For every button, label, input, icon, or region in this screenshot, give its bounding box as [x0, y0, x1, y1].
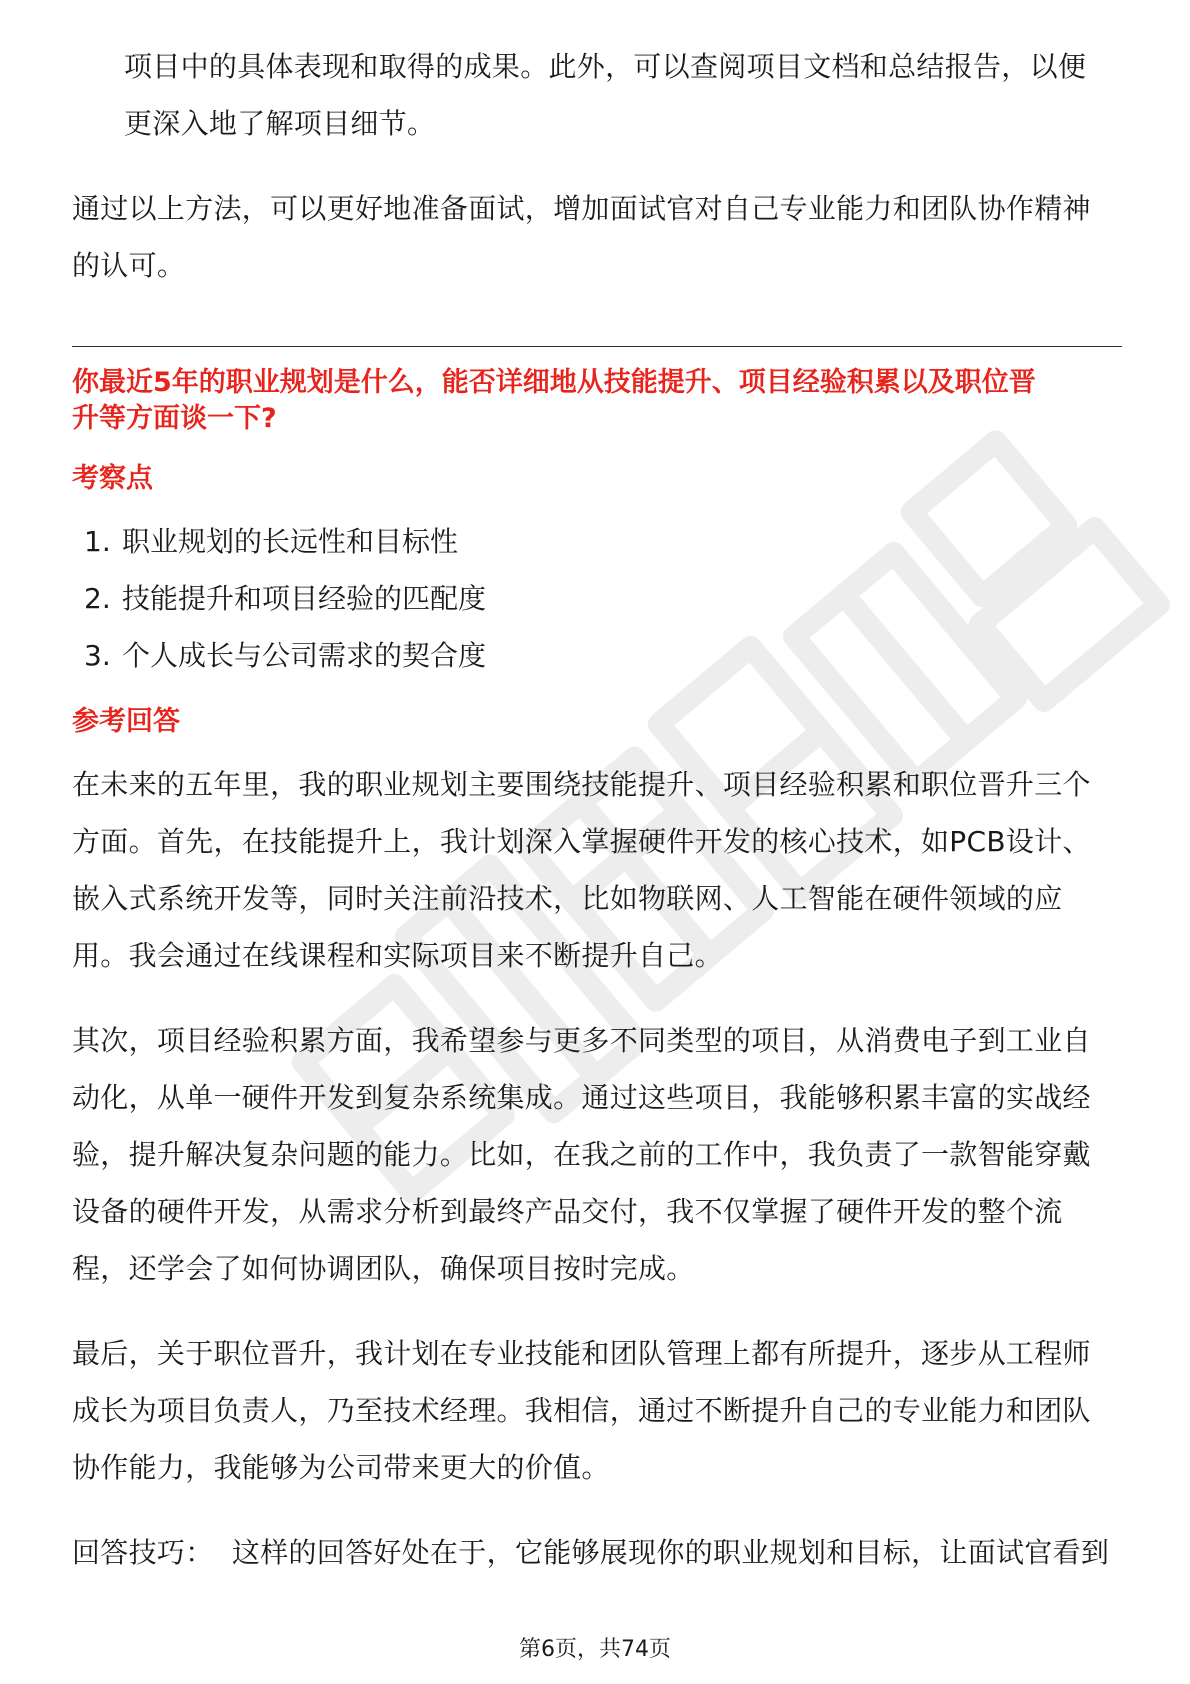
answer-line: 在未来的五年里，我的职业规划主要围绕技能提升、项目经验积累和职位晋升三个: [72, 768, 1091, 801]
answer-line: 设备的硬件开发，从需求分析到最终产品交付，我不仅掌握了硬件开发的整个流: [72, 1195, 1063, 1228]
answer-paragraph-1: [72, 756, 1122, 984]
assessment-list: [72, 513, 1122, 684]
list-item: [72, 513, 1122, 570]
assessment-title: 考察点: [72, 463, 153, 494]
answer-line: 其次，项目经验积累方面，我希望参与更多不同类型的项目，从消费电子到工业自: [72, 1024, 1091, 1057]
answer-line: 方面。首先，在技能提升上，我计划深入掌握硬件开发的核心技术，如PCB设计、: [72, 825, 1091, 858]
answer-line: 协作能力，我能够为公司带来更大的价值。: [72, 1451, 610, 1484]
list-item-number: 2.: [84, 582, 111, 615]
list-item: [72, 627, 1122, 684]
page-content: [72, 38, 1122, 1581]
closing-line-1: 通过以上方法，可以更好地准备面试，增加面试官对自己专业能力和团队协作精神: [72, 192, 1091, 225]
list-item-text: 个人成长与公司需求的契合度: [122, 639, 487, 672]
question-line-2: 升等方面谈一下?: [72, 403, 277, 434]
answer-title: 参考回答: [72, 706, 180, 737]
section-divider: [72, 346, 1122, 347]
list-item: [72, 570, 1122, 627]
page-number: 第6页，共74页: [519, 1637, 671, 1662]
list-item-text: 技能提升和项目经验的匹配度: [122, 582, 487, 615]
intro-line-2: 更深入地了解项目细节。: [124, 107, 436, 140]
answer-line: 嵌入式系统开发等，同时关注前沿技术，比如物联网、人工智能在硬件领域的应: [72, 882, 1063, 915]
interview-question: [72, 365, 1122, 437]
list-item-number: 3.: [84, 639, 111, 672]
list-item-text: 职业规划的长远性和目标性: [122, 525, 459, 558]
answer-line: 最后，关于职位晋升，我计划在专业技能和团队管理上都有所提升，逐步从工程师: [72, 1337, 1091, 1370]
answer-tip: 回答技巧： 这样的回答好处在于，它能够展现你的职业规划和目标，让面试官看到: [72, 1536, 1110, 1569]
answer-line: 程，还学会了如何协调团队，确保项目按时完成。: [72, 1252, 695, 1285]
question-line-1: 你最近5年的职业规划是什么，能否详细地从技能提升、项目经验积累以及职位晋: [72, 367, 1036, 398]
answer-line: 验，提升解决复杂问题的能力。比如，在我之前的工作中，我负责了一款智能穿戴: [72, 1138, 1091, 1171]
answer-paragraph-2: [72, 1012, 1122, 1297]
list-item-number: 1.: [84, 525, 111, 558]
intro-line-1: 项目中的具体表现和取得的成果。此外，可以查阅项目文档和总结报告，以便: [124, 50, 1087, 83]
closing-line-2: 的认可。: [72, 249, 186, 282]
answer-paragraph-3: [72, 1325, 1122, 1496]
answer-line: 动化，从单一硬件开发到复杂系统集成。通过这些项目，我能够积累丰富的实战经: [72, 1081, 1091, 1114]
answer-line: 成长为项目负责人，乃至技术经理。我相信，通过不断提升自己的专业能力和团队: [72, 1394, 1091, 1427]
answer-line: 用。我会通过在线课程和实际项目来不断提升自己。: [72, 939, 723, 972]
